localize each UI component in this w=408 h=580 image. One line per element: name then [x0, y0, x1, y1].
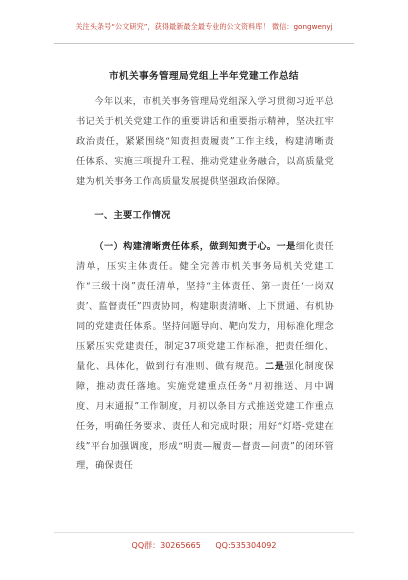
- subsection-heading: （一）构建清晰责任体系，做到知责于心。: [94, 241, 277, 253]
- qq-contact-text: QQ:535304092: [215, 541, 277, 550]
- page-footer: [0, 540, 408, 551]
- header-divider: [54, 43, 354, 44]
- point-marker-1: 一是: [276, 241, 296, 253]
- qq-group-text: QQ群：30265665: [131, 541, 201, 550]
- body-paragraph: [76, 237, 334, 476]
- point-text-2: 强化制度保障，推动责任落地。实施党建重点任务“月初推送、月中调度、月末通报”工作制度，月初以条目方式推送党建工作重点任务，明确任务要求、责任人和完成时限；用好“灯塔-党建在线”平台加强调度，形成“明责—履责—督责—问责”的闭环管理，确保责任: [76, 360, 335, 472]
- document-title: 市机关事务管理局党组上半年党建工作总结: [109, 71, 299, 82]
- section-heading: 一、主要工作情况: [94, 209, 171, 221]
- intro-paragraph: 今年以来，市机关事务管理局党组深入学习贯彻习近平总书记关于机关党建工作的重要讲话和重要指示精神，坚决扛牢政治责任，紧紧围绕“知责担责履责”工作主线，构建清晰责任体系、实施三项提升工程、推动党建业务融合，以高质量党建为机关事务工作高质量发展提供坚强政治保障。: [76, 96, 334, 187]
- point-marker-2: 二是: [264, 360, 285, 372]
- point-text-1: 细化责任清单，压实主体责任。健全完善市机关事务局机关党建工作“三级十岗”责任清单，坚持“主体责任、第一责任‘一岗双责’、监督责任”四责协同，构建职责清晰、上下贯通、有机协同的党建责任体系。坚持问题导向、靶向发力，用标准化理念压紧压实党建责任，制定37项党建工作标准，把责任细化、量化、具体化，做到行有准则、做有规范。: [76, 241, 334, 372]
- document-body: [76, 92, 334, 476]
- footer-divider: [54, 532, 354, 533]
- page-header-notice: 关注头条号“公文研究”，获得最新最全最专业的公文资料库！ 微信：gongwenyj: [75, 22, 333, 31]
